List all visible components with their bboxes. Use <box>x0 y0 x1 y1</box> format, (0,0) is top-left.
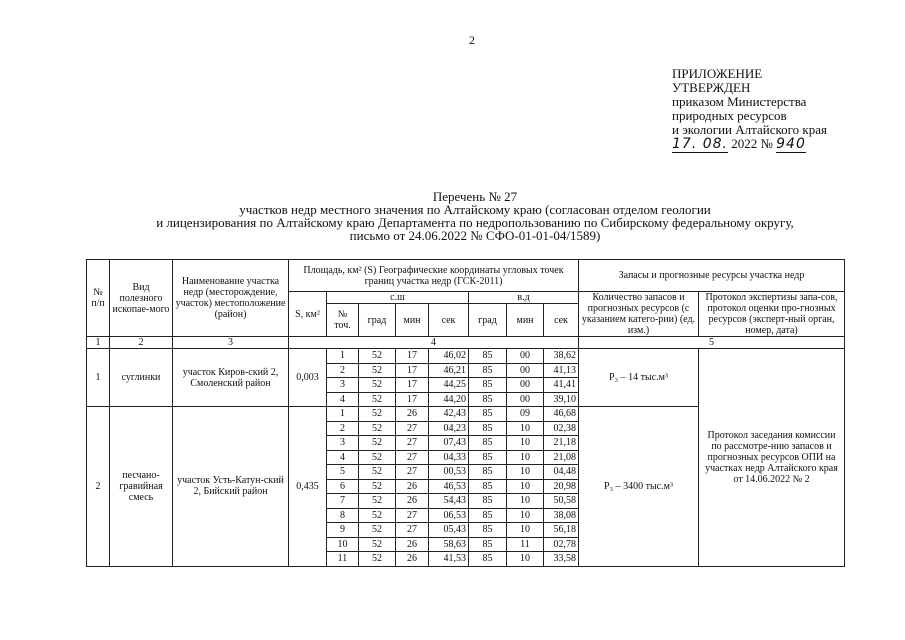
mineral-type: суглинки <box>110 349 173 407</box>
coordinate-row <box>87 349 845 364</box>
lat-seconds: 44,20 <box>429 392 469 407</box>
site-number: 1 <box>87 349 110 407</box>
lat-degrees: 52 <box>359 436 396 451</box>
lon-minutes: 09 <box>507 407 544 422</box>
expertise-protocol: Протокол заседания комиссии по рассмотре-нию запасов и прогнозных ресурсов ОПИ на участках недр Алтайского края от 14.06.2022 № 2 <box>699 349 845 567</box>
title-line-2: участков недр местного значения по Алтайскому краю (согласован отделом геологии <box>239 202 711 217</box>
header-area-s: S, км² <box>289 292 327 337</box>
lat-degrees: 52 <box>359 392 396 407</box>
reserves-quantity: P₃ – 3400 тыс.м³ <box>579 407 699 567</box>
lon-minutes: 10 <box>507 421 544 436</box>
title-line-4: письмо от 24.06.2022 № СФО-01-01-04/1589) <box>349 228 601 243</box>
header-reserves: Запасы и прогнозные ресурсы участка недр <box>579 260 845 292</box>
lat-minutes: 27 <box>396 436 429 451</box>
lon-seconds: 02,78 <box>544 537 579 552</box>
lat-seconds: 46,53 <box>429 479 469 494</box>
lat-degrees: 52 <box>359 378 396 393</box>
lon-seconds: 02,38 <box>544 421 579 436</box>
column-number: 3 <box>173 337 289 349</box>
appendix-label: ПРИЛОЖЕНИЕ <box>672 66 763 81</box>
point-number: 7 <box>327 494 359 509</box>
lon-degrees: 85 <box>469 407 507 422</box>
order-date-line <box>672 137 827 151</box>
point-number: 4 <box>327 450 359 465</box>
lat-minutes: 26 <box>396 407 429 422</box>
approved-label: УТВЕРЖДЕН <box>672 80 751 95</box>
header-site-name: Наименование участка недр (месторождение, участок) местоположение (район) <box>173 260 289 337</box>
point-number: 1 <box>327 349 359 364</box>
point-number: 3 <box>327 436 359 451</box>
lat-minutes: 27 <box>396 421 429 436</box>
lon-degrees: 85 <box>469 523 507 538</box>
lat-seconds: 42,43 <box>429 407 469 422</box>
site-area: 0,435 <box>289 407 327 567</box>
column-number: 2 <box>110 337 173 349</box>
lat-seconds: 41,53 <box>429 552 469 567</box>
lon-degrees: 85 <box>469 450 507 465</box>
column-number: 4 <box>289 337 579 349</box>
point-number: 2 <box>327 363 359 378</box>
lon-minutes: 11 <box>507 537 544 552</box>
lon-degrees: 85 <box>469 494 507 509</box>
lon-seconds: 21,18 <box>544 436 579 451</box>
lon-seconds: 38,08 <box>544 508 579 523</box>
lon-minutes: 00 <box>507 392 544 407</box>
point-number: 1 <box>327 407 359 422</box>
point-number: 4 <box>327 392 359 407</box>
lon-minutes: 10 <box>507 552 544 567</box>
point-number: 10 <box>327 537 359 552</box>
lat-seconds: 05,43 <box>429 523 469 538</box>
lon-minutes: 00 <box>507 349 544 364</box>
header-latitude: с.ш <box>327 292 469 304</box>
order-line-2: природных ресурсов <box>672 108 787 123</box>
lon-minutes: 10 <box>507 450 544 465</box>
point-number: 5 <box>327 465 359 480</box>
header-longitude: в.д <box>469 292 579 304</box>
lat-degrees: 52 <box>359 552 396 567</box>
header-reserves-quantity: Количество запасов и прогнозных ресурсов (с указанием катего-рии) (ед. изм.) <box>579 292 699 337</box>
lat-degrees: 52 <box>359 421 396 436</box>
header-point-number: № точ. <box>327 304 359 337</box>
handwritten-number: 940 <box>776 136 806 152</box>
lat-degrees: 52 <box>359 523 396 538</box>
lon-degrees: 85 <box>469 465 507 480</box>
lat-minutes: 26 <box>396 537 429 552</box>
header-num: № п/п <box>87 260 110 337</box>
lat-seconds: 46,21 <box>429 363 469 378</box>
point-number: 6 <box>327 479 359 494</box>
approval-block <box>672 67 827 151</box>
lon-seconds: 20,98 <box>544 479 579 494</box>
lon-seconds: 41,13 <box>544 363 579 378</box>
document-title <box>95 190 855 242</box>
lon-degrees: 85 <box>469 392 507 407</box>
header-lat-minutes: мин <box>396 304 429 337</box>
site-name: участок Киров-ский 2, Смоленский район <box>173 349 289 407</box>
lat-degrees: 52 <box>359 494 396 509</box>
lon-degrees: 85 <box>469 508 507 523</box>
lon-seconds: 38,62 <box>544 349 579 364</box>
lat-seconds: 44,25 <box>429 378 469 393</box>
lat-minutes: 17 <box>396 392 429 407</box>
site-number: 2 <box>87 407 110 567</box>
lat-degrees: 52 <box>359 465 396 480</box>
lat-seconds: 46,02 <box>429 349 469 364</box>
lon-seconds: 50,58 <box>544 494 579 509</box>
lat-minutes: 17 <box>396 378 429 393</box>
lat-minutes: 17 <box>396 349 429 364</box>
lon-seconds: 46,68 <box>544 407 579 422</box>
lon-degrees: 85 <box>469 479 507 494</box>
lat-minutes: 27 <box>396 450 429 465</box>
subsoil-sites-table <box>86 259 845 567</box>
reserves-quantity: P₃ – 14 тыс.м³ <box>579 349 699 407</box>
title-line-3: и лицензирования по Алтайскому краю Департамента по недропользованию по Сибирскому федеральному округу, <box>156 215 794 230</box>
order-line-1: приказом Министерства <box>672 94 807 109</box>
lat-minutes: 17 <box>396 363 429 378</box>
lat-degrees: 52 <box>359 349 396 364</box>
header-protocol: Протокол экспертизы запа-сов, протокол оценки про-гнозных ресурсов (эксперт-ный орган, номер, дата) <box>699 292 845 337</box>
lat-minutes: 27 <box>396 465 429 480</box>
lat-seconds: 07,43 <box>429 436 469 451</box>
header-lon-degrees: град <box>469 304 507 337</box>
lon-degrees: 85 <box>469 378 507 393</box>
lat-minutes: 26 <box>396 479 429 494</box>
lon-degrees: 85 <box>469 436 507 451</box>
lon-degrees: 85 <box>469 552 507 567</box>
lon-degrees: 85 <box>469 537 507 552</box>
lon-seconds: 21,08 <box>544 450 579 465</box>
header-lat-degrees: град <box>359 304 396 337</box>
page-number: 2 <box>469 33 475 47</box>
lon-degrees: 85 <box>469 363 507 378</box>
lat-degrees: 52 <box>359 537 396 552</box>
lat-seconds: 00,53 <box>429 465 469 480</box>
column-number: 1 <box>87 337 110 349</box>
lon-seconds: 04,48 <box>544 465 579 480</box>
column-number: 5 <box>579 337 845 349</box>
header-area-coordinates: Площадь, км² (S) Географические координаты угловых точек границ участка недр (ГСК-2011) <box>289 260 579 292</box>
lon-seconds: 33,58 <box>544 552 579 567</box>
lon-minutes: 10 <box>507 465 544 480</box>
lat-degrees: 52 <box>359 363 396 378</box>
lon-minutes: 10 <box>507 508 544 523</box>
lat-seconds: 54,43 <box>429 494 469 509</box>
lon-seconds: 41,41 <box>544 378 579 393</box>
lat-seconds: 06,53 <box>429 508 469 523</box>
lon-minutes: 00 <box>507 363 544 378</box>
lat-minutes: 26 <box>396 552 429 567</box>
point-number: 2 <box>327 421 359 436</box>
point-number: 9 <box>327 523 359 538</box>
lon-minutes: 10 <box>507 494 544 509</box>
lat-degrees: 52 <box>359 407 396 422</box>
lon-seconds: 39,10 <box>544 392 579 407</box>
lat-degrees: 52 <box>359 479 396 494</box>
point-number: 8 <box>327 508 359 523</box>
mineral-type: песчано-гравийная смесь <box>110 407 173 567</box>
lon-minutes: 10 <box>507 479 544 494</box>
site-name: участок Усть-Катун-ский 2, Бийский район <box>173 407 289 567</box>
lon-minutes: 10 <box>507 523 544 538</box>
order-line-3: и экологии Алтайского края <box>672 122 827 137</box>
handwritten-date: 17. 08. <box>672 136 728 152</box>
header-lon-minutes: мин <box>507 304 544 337</box>
header-lat-seconds: сек <box>429 304 469 337</box>
order-year: 2022 № <box>731 136 773 151</box>
lon-seconds: 56,18 <box>544 523 579 538</box>
lat-seconds: 04,33 <box>429 450 469 465</box>
lon-degrees: 85 <box>469 349 507 364</box>
lon-minutes: 00 <box>507 378 544 393</box>
title-line-1: Перечень № 27 <box>432 189 518 204</box>
lat-degrees: 52 <box>359 450 396 465</box>
point-number: 11 <box>327 552 359 567</box>
lat-seconds: 04,23 <box>429 421 469 436</box>
lat-seconds: 58,63 <box>429 537 469 552</box>
lat-minutes: 26 <box>396 494 429 509</box>
site-area: 0,003 <box>289 349 327 407</box>
lat-minutes: 27 <box>396 523 429 538</box>
point-number: 3 <box>327 378 359 393</box>
lon-minutes: 10 <box>507 436 544 451</box>
lat-minutes: 27 <box>396 508 429 523</box>
lat-degrees: 52 <box>359 508 396 523</box>
header-lon-seconds: сек <box>544 304 579 337</box>
lon-degrees: 85 <box>469 421 507 436</box>
header-mineral-type: Вид полезного ископае-мого <box>110 260 173 337</box>
